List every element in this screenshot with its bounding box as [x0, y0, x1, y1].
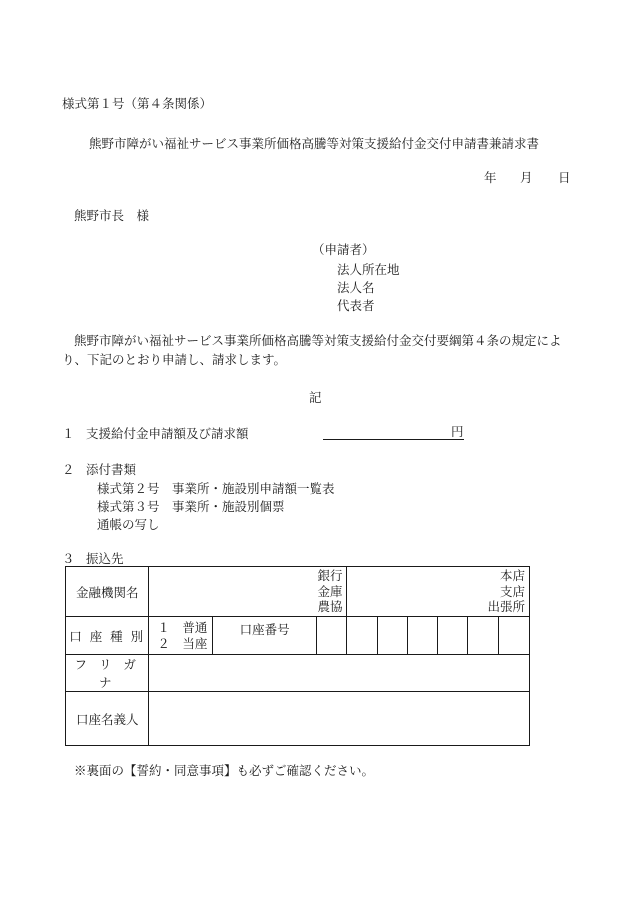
item1-number: １ — [62, 426, 75, 441]
form-number: 様式第１号（第４条関係） — [62, 96, 213, 111]
account-digit-box[interactable] — [377, 617, 407, 655]
applicant-rep-label: 代表者 — [337, 298, 375, 313]
holder-field[interactable] — [149, 692, 530, 746]
account-type-label: 口 座 種 別 — [66, 617, 149, 655]
ki-heading: 記 — [309, 390, 322, 405]
body-text-line1: 熊野市障がい福祉サービス事業所価格高騰等対策支援給付金交付要綱第４条の規定によ — [74, 333, 562, 348]
account-type-row — [66, 617, 530, 655]
institution-row — [66, 567, 530, 617]
item3-label: 振込先 — [86, 551, 124, 566]
date-month: 月 — [520, 170, 533, 185]
furigana-field[interactable] — [149, 655, 530, 692]
page-title: 熊野市障がい福祉サービス事業所価格高騰等対策支援給付金交付申請書兼請求書 — [89, 136, 540, 151]
body-text-line2: り、下記のとおり申請し、請求します。 — [62, 352, 287, 367]
account-digit-box[interactable] — [438, 617, 468, 655]
date-year: 年 — [484, 170, 497, 185]
holder-row — [66, 692, 530, 746]
amount-blank — [323, 425, 451, 440]
applicant-heading: （申請者） — [312, 242, 375, 257]
type-shinkin: 金庫 — [317, 583, 343, 599]
holder-label: 口座名義人 — [66, 692, 149, 746]
date-day: 日 — [558, 170, 571, 185]
amount-field[interactable] — [323, 424, 464, 440]
branch-branch: 支店 — [499, 583, 525, 599]
account-type-current: ２ 当座 — [157, 635, 208, 651]
applicant-address-label: 法人所在地 — [337, 262, 400, 277]
account-digit-box[interactable] — [317, 617, 347, 655]
applicant-name-label: 法人名 — [337, 280, 375, 295]
institution-name-cell[interactable] — [149, 567, 347, 617]
attachment-doc: 様式第２号 事業所・施設別申請額一覧表 — [97, 481, 335, 496]
branch-main: 本店 — [499, 568, 525, 584]
furigana-label: フ リ ガ ナ — [66, 655, 149, 692]
account-type-ordinary: １ 普通 — [157, 619, 208, 635]
confirmation-note: ※裏面の【誓約・同意事項】も必ずご確認ください。 — [74, 763, 375, 778]
branch-name-cell[interactable] — [347, 567, 530, 617]
amount-unit: 円 — [451, 424, 464, 439]
furigana-row — [66, 655, 530, 692]
type-bank: 銀行 — [317, 568, 343, 584]
account-number-label: 口座番号 — [212, 617, 316, 655]
item3-number: ３ — [62, 551, 75, 566]
addressee: 熊野市長 様 — [74, 208, 150, 223]
attachment-doc: 様式第３号 事業所・施設別個票 — [97, 499, 285, 514]
item1-label: 支援給付金申請額及び請求額 — [86, 426, 249, 441]
institution-label: 金融機関名 — [66, 567, 149, 617]
account-type-options[interactable] — [149, 617, 213, 655]
account-digit-box[interactable] — [468, 617, 498, 655]
item2-number: ２ — [62, 462, 75, 477]
type-nokyo: 農協 — [317, 599, 343, 615]
attachment-doc: 通帳の写し — [97, 517, 160, 532]
account-digit-box[interactable] — [347, 617, 377, 655]
account-digit-box[interactable] — [407, 617, 437, 655]
account-digit-box[interactable] — [498, 617, 529, 655]
bank-account-table — [65, 566, 530, 746]
item2-label: 添付書類 — [86, 462, 137, 477]
branch-sub: 出張所 — [487, 599, 525, 615]
